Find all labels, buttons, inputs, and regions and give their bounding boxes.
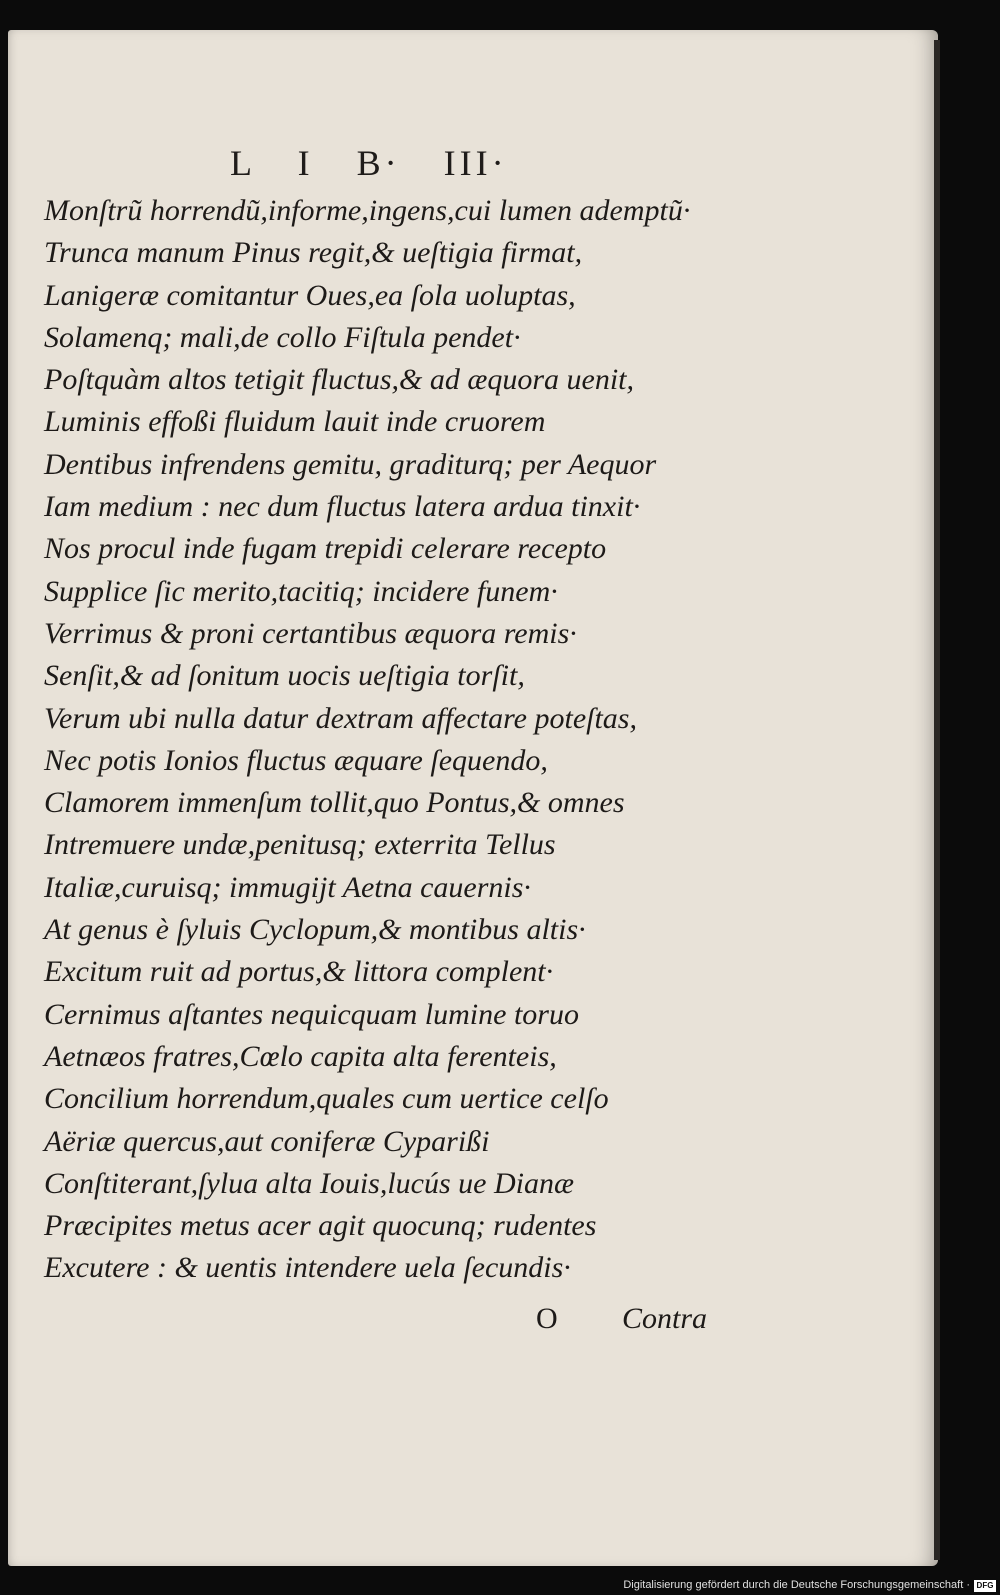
verse-line: Monſtrũ horrendũ,informe,ingens,cui lumen ademptũ· (44, 194, 691, 227)
book-page (8, 30, 938, 1566)
verse-line: Excitum ruit ad portus,& littora complent· (44, 955, 554, 989)
verse-line: Senſit,& ad ſonitum uocis ueſtigia torſit, (44, 659, 525, 693)
digitization-credit: Digitalisierung gefördert durch die Deutsche Forschungsgemeinschaft · (623, 1579, 970, 1591)
verse-line: Aetnæos fratres,Cœlo capita alta ferenteis, (44, 1039, 557, 1073)
signature-mark: O (536, 1302, 558, 1335)
verse-line: Verrimus & proni certantibus æquora remis· (44, 616, 577, 650)
verse-line: Cernimus aſtantes nequicquam lumine toruo (44, 997, 579, 1031)
verse-line: Verum ubi nulla datur dextram affectare poteſtas, (44, 701, 637, 735)
verse-line: Nos procul inde fugam trepidi celerare recepto (44, 532, 607, 566)
verse-line: Aëriæ quercus,aut coniferæ Cyparißi (44, 1124, 490, 1158)
verse-line: Intremuere undæ,penitusq; exterrita Tellus (44, 828, 556, 862)
catchword: Contra (622, 1302, 708, 1335)
verse-line: Trunca manum Pinus regit,& ueſtigia firmat, (44, 236, 583, 270)
verse-line: Luminis effoßi fluidum lauit inde cruorem (44, 405, 546, 439)
verse-line: At genus è ſyluis Cyclopum,& montibus altis· (44, 913, 586, 947)
verse-line: Iam medium : nec dum fluctus latera ardua tinxit· (44, 490, 641, 524)
running-head: L I B· III· (230, 143, 508, 183)
verse-line: Præcipites metus acer agit quocunq; rudentes (44, 1209, 597, 1243)
catchword-line (8, 1302, 938, 1342)
verse-line: Clamorem immenſum tollit,quo Pontus,& omnes (44, 786, 625, 820)
verse-line: Supplice ſic merito,tacitiq; incidere funem· (44, 574, 558, 608)
verse-line: Nec potis Ionios fluctus æquare ſequendo, (44, 743, 548, 777)
verse-line: Dentibus infrendens gemitu, graditurq; per Aequor (44, 447, 657, 481)
verse-block (44, 190, 690, 1290)
verse-line: Lanigeræ comitantur Oues,ea ſola uoluptas, (44, 278, 576, 312)
verse-line: Italiæ,curuisq; immugijt Aetna cauernis· (44, 870, 531, 904)
verse-line: Excutere : & uentis intendere uela ſecundis· (44, 1251, 571, 1285)
verse-line: Poſtquàm altos tetigit fluctus,& ad æquora uenit, (44, 363, 634, 397)
verse-line: Concilium horrendum,quales cum uertice celſo (44, 1082, 609, 1116)
verse-line: Conſtiterant,ſylua alta Iouis,lucús ue Dianæ (44, 1166, 574, 1200)
dfg-logo-icon: DFG (974, 1580, 996, 1592)
page-edge (934, 40, 940, 1560)
verse-line: Solamenq; mali,de collo Fiſtula pendet· (44, 320, 521, 354)
